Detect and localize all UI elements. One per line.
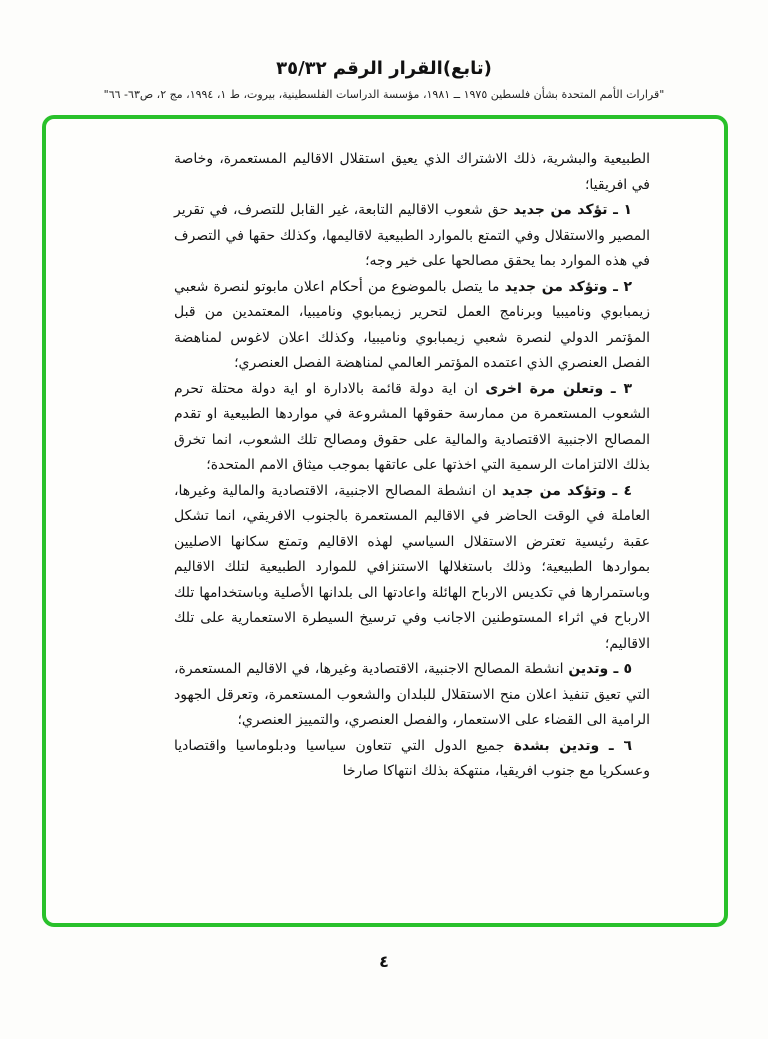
paragraph-body: الطبيعية والبشرية، ذلك الاشتراك الذي يعيق استقلال الاقاليم المستعمرة، وخاصة في افريقيا؛ xyxy=(174,151,650,193)
paragraph-lead: ٦ ـ وتدين بشدة xyxy=(513,737,632,754)
source-citation-line: "قرارات الأمم المتحدة بشأن فلسطين ١٩٧٥ ــ ١٩٨١، مؤسسة الدراسات الفلسطينية، بيروت، ط ١، ١٩٩٤، مج ٢، ص٦٣- ٦٦" xyxy=(103,88,665,101)
resolution-title: (تابع)القرار الرقم ٣٥/٣٢ xyxy=(276,58,492,79)
paragraph-item-3 xyxy=(174,377,650,479)
paragraph-lead: ٥ ـ وتدين xyxy=(568,661,633,677)
paragraph-item-2 xyxy=(174,275,650,377)
paragraph-continuation xyxy=(174,147,650,198)
paragraph-body: ان انشطة المصالح الاجنبية، الاقتصادية والمالية وغيرها، العاملة في الوقت الحاضر في الاقاليم المستعمرة بالجنوب الافريقي، انما تشكل عقبة رئيسية تعترض الاستقلال السياسي لهذه الاقاليم وتمتع سكانها الاصليين بمواردها الطبيعية؛ وذلك باستغلالها الاستنزافي للموارد الطبيعية لتلك الاقاليم وباستمرارها في تكديس الارباح الهائلة واعادتها الى بلدانها الأصلية وباستخدامها تلك الارباح في اثراء المستوطنين الاجانب وفي ترسيخ السيطرة الاستعمارية على تلك الاقاليم؛ xyxy=(174,482,650,652)
paragraph-body: حق شعوب الاقاليم التابعة، غير القابل للتصرف، في تقرير المصير والاستقلال وفي التمتع بالموارد الطبيعية لاقاليمها، وكذلك حقها في التصرف في هذه الموارد بما يحقق مصالحها على خير وجه؛ xyxy=(174,202,650,269)
paragraph-item-6 xyxy=(174,734,650,785)
paragraph-item-5 xyxy=(174,657,650,734)
paragraph-lead: ٣ ـ وتعلن مرة اخرى xyxy=(485,380,632,397)
paragraph-lead: ٤ ـ وتؤكد من جديد xyxy=(501,482,632,499)
paragraph-body: ان اية دولة قائمة بالادارة او اية دولة محتلة تحرم الشعوب المستعمرة من ممارسة حقوقها المشروعة في مواردها الطبيعية او تقدم المصالح الاجنبية الاقتصادية والمالية على حقوق ومصالح تلك الشعوب، انما تخرق بذلك الالتزامات الرسمية التي اخذتها على عاتقها بموجب ميثاق الامم المتحدة؛ xyxy=(174,380,650,473)
paragraph-lead: ١ ـ تؤكد من جديد xyxy=(513,202,632,218)
paragraph-body: ما يتصل بالموضوع من أحكام اعلان مابوتو لنصرة شعبي زيمبابوي وناميبيا وبرنامج العمل لتحرير زيمبابوي وناميبيا، المعتمدين من قبل المؤتمر الدولي لنصرة شعبي زيمبابوي وناميبيا، وكذلك اعلان لاغوس لمناهضة الفصل العنصري الذي اعتمده المؤتمر العالمي لمناهضة الفصل العنصري؛ xyxy=(174,278,650,371)
page-header xyxy=(0,0,768,101)
paragraph-item-1 xyxy=(174,198,650,275)
body-text-block xyxy=(174,147,650,785)
paragraph-body: انشطة المصالح الاجنبية، الاقتصادية وغيرها، في الاقاليم المستعمرة، التي تعيق تنفيذ اعلان منح الاستقلال للبلدان والشعوب المستعمرة، وتعرقل الجهود الرامية الى القضاء على الاستعمار، والفصل العنصري، والتمييز العنصري؛ xyxy=(174,661,650,728)
paragraph-item-4 xyxy=(174,479,650,658)
page-number: ٤ xyxy=(379,952,389,971)
paragraph-lead: ٢ ـ وتؤكد من جديد xyxy=(504,278,632,295)
paragraph-body: جميع الدول التي تتعاون سياسيا ودبلوماسيا واقتصاديا وعسكريا مع جنوب افريقيا، منتهكة بذلك انتهاكا صارخا xyxy=(174,737,650,779)
green-border-frame xyxy=(42,115,728,927)
